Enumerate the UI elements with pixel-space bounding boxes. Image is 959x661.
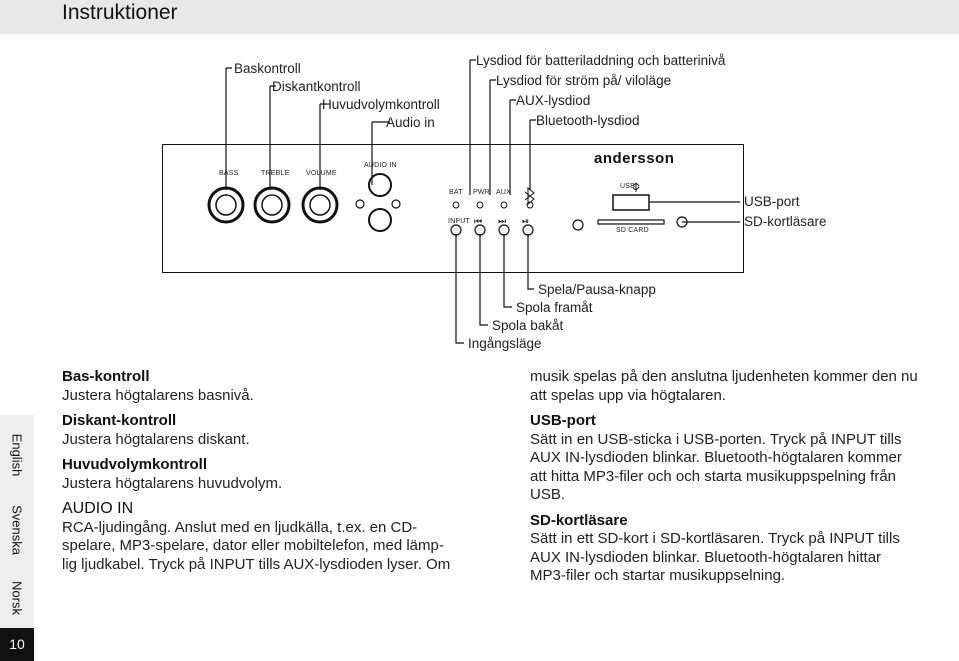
left-column [62, 368, 482, 574]
callout-rewind: Spola bakåt [492, 318, 564, 333]
page-title: Instruktioner [62, 1, 178, 24]
panel-label-usb: USB [620, 183, 635, 190]
page-number: 10 [0, 628, 34, 661]
callout-input-mode: Ingångsläge [468, 336, 542, 351]
section-text-line: Sätt in ett SD-kort i SD-kortläsaren. Tryck på INPUT tills [530, 530, 900, 547]
tab-norsk[interactable]: Norsk [9, 580, 25, 615]
panel-label-input: INPUT [448, 218, 470, 225]
panel-label-bat: BAT [449, 189, 463, 196]
section-text-line: att hitta MP3-filer och och starta musikuppspelning från [530, 467, 897, 485]
play-pause-icon: ⏯ [522, 216, 530, 226]
forward-icon: ⏭ [498, 216, 507, 226]
section-heading: AUDIO IN [62, 500, 134, 517]
section-text-line: spelare, MP3-spelare, dator eller mobiltelefon, med lämp- [62, 537, 444, 554]
callout-aux-led: AUX-lysdiod [516, 93, 591, 108]
panel-label-pwr: PWR [473, 189, 490, 196]
continuation-line: musik spelas på den anslutna ljudenheten kommer den nu [530, 368, 918, 385]
callout-volume: Huvudvolymkontroll [322, 97, 440, 112]
section-text-line: USB. [530, 486, 566, 503]
section-text: Justera högtalarens huvudvolym. [62, 474, 283, 492]
callout-audio-in: Audio in [386, 115, 435, 130]
section-heading: Huvudvolymkontroll [62, 456, 208, 473]
callout-play-pause: Spela/Pausa-knapp [538, 282, 656, 297]
callout-battery-led: Lysdiod för batteriladdning och batterinivå [476, 53, 726, 68]
section-text-line: AUX IN-lysdioden blinkar. Bluetooth-högtalaren kommer [530, 449, 902, 466]
continuation-line: att spelas upp via högtalaren. [530, 386, 726, 404]
panel-label-aux: AUX [496, 189, 511, 196]
tab-english[interactable]: English [9, 433, 25, 477]
section-text: Justera högtalarens diskant. [62, 430, 250, 448]
section-text-line: RCA-ljudingång. Anslut med en ljudkälla, t.ex. en CD- [62, 518, 418, 536]
section-text-line: lig ljudkabel. Tryck på INPUT tills AUX-lysdioden lyser. Om [62, 555, 451, 573]
section-heading: Diskant-kontroll [62, 412, 177, 429]
brand-logo: andersson [594, 150, 675, 167]
panel-label-bass: BASS [219, 170, 239, 177]
panel-label-treble: TREBLE [261, 170, 290, 177]
section-text-line: AUX IN-lysdioden blinkar. Bluetooth-högtalaren hittar [530, 548, 882, 566]
section-text-line: Sätt in en USB-sticka i USB-porten. Tryck på INPUT tills [530, 430, 902, 448]
callout-bass: Baskontroll [234, 61, 301, 76]
right-column [530, 368, 958, 586]
panel-label-sd-card: SD CARD [616, 227, 649, 234]
tab-svenska[interactable]: Svenska [9, 505, 25, 555]
callout-treble: Diskantkontroll [272, 79, 361, 94]
section-text: Justera högtalarens basnivå. [62, 386, 254, 404]
section-heading: SD-kortläsare [530, 511, 628, 529]
callout-power-led: Lysdiod för ström på/ viloläge [496, 73, 672, 88]
panel-label-volume: VOLUME [306, 170, 337, 177]
rewind-icon: ⏮ [474, 216, 483, 226]
callout-bluetooth-led: Bluetooth-lysdiod [536, 113, 640, 128]
section-heading: Bas-kontroll [62, 368, 150, 385]
section-text-line: MP3-filer och startar musikuppselning. [530, 567, 786, 584]
panel-label-audio-in: AUDIO IN [364, 162, 397, 169]
section-heading: USB-port [530, 412, 596, 429]
callout-usb-port: USB-port [744, 194, 800, 209]
callout-forward: Spola framåt [516, 300, 593, 315]
callout-sd-reader: SD-kortläsare [744, 214, 827, 229]
